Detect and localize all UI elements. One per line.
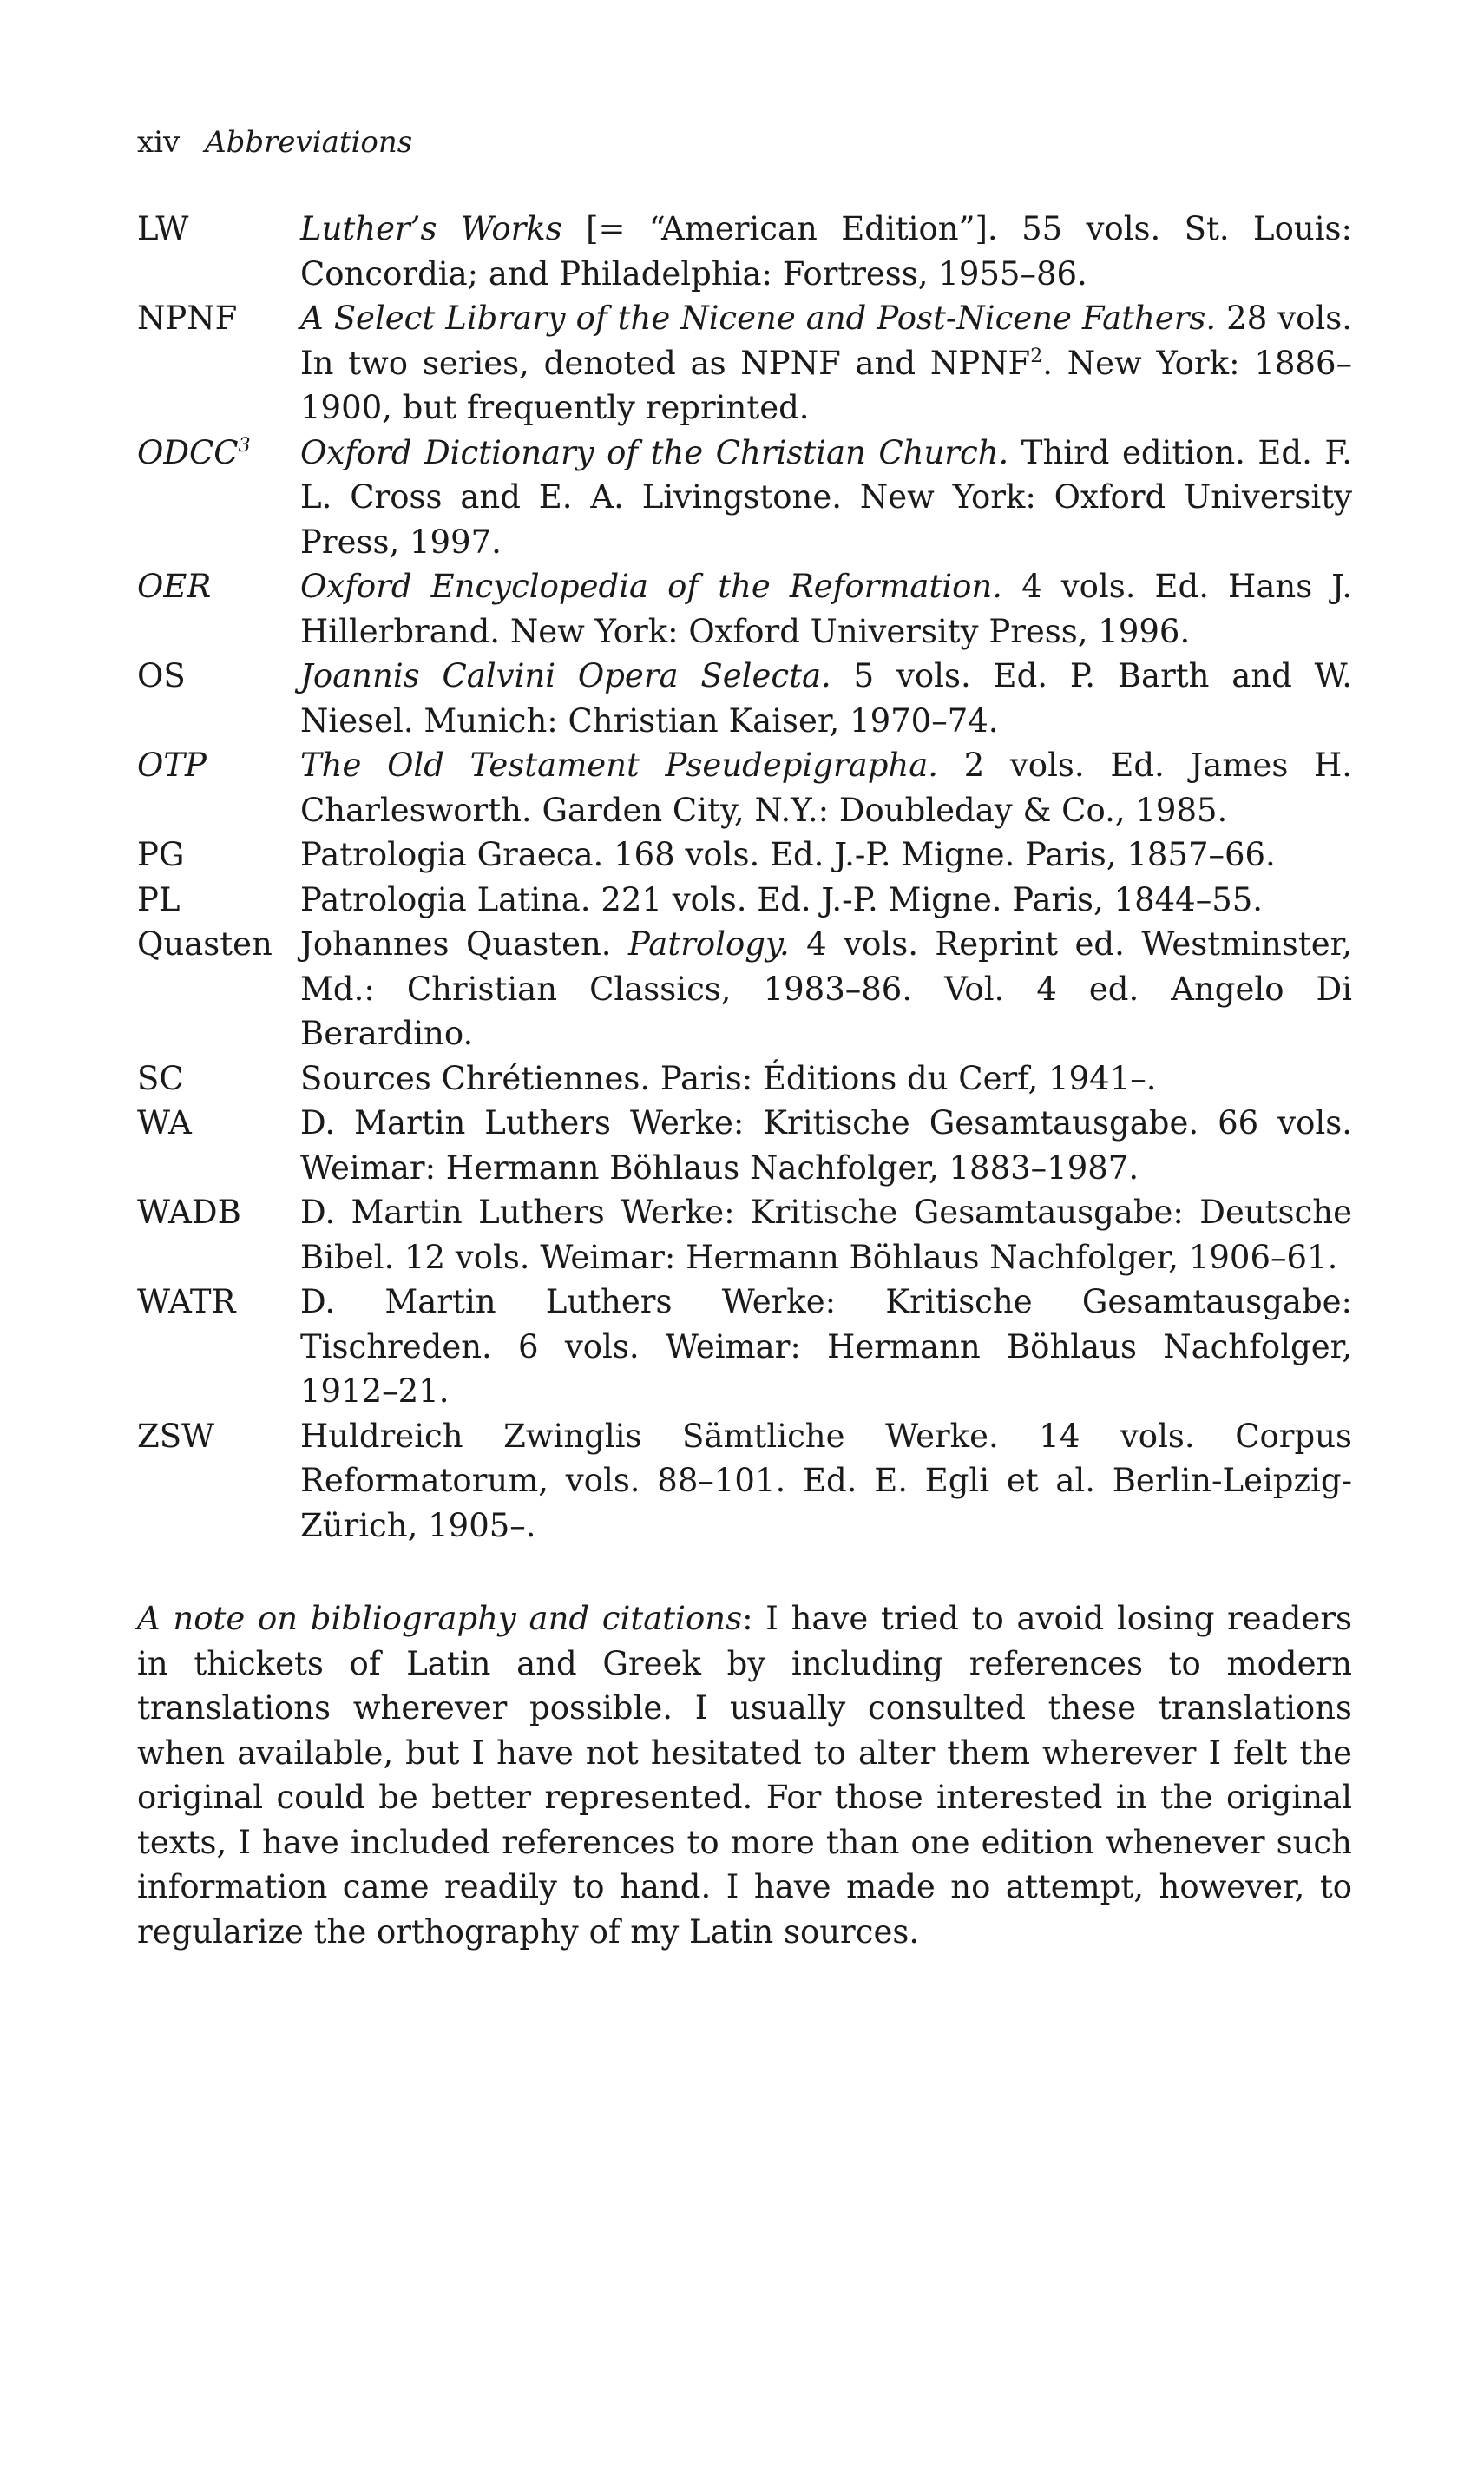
abbreviation: NPNF (137, 299, 238, 337)
description-text: [= “American Edition”]. 55 vols. St. Louis: Concordia; and Philadelphia: Fortress, 1955–86. (300, 210, 1352, 293)
description-text-continued: 4 vols. Reprint ed. Westminster, Md.: Christian Classics, 1983–86. Vol. 4 ed. Angelo Di Berardino. (300, 925, 1352, 1052)
work-title: Oxford Encyclopedia of the Reformation. (300, 568, 1002, 605)
note-lead: A note on bibliography and citations (137, 1600, 743, 1637)
description (300, 743, 1352, 832)
abbreviation: OTP (137, 747, 207, 784)
abbreviation: LW (137, 210, 189, 247)
abbreviation: OER (137, 568, 212, 605)
work-title: Luther’s Works (300, 210, 562, 247)
description: D. Martin Luthers Werke: Kritische Gesamtausgabe. 66 vols. Weimar: Hermann Böhlaus Nachfolger, 1883–1987. (300, 1104, 1352, 1187)
page (137, 122, 1352, 1986)
entry-quasten (137, 922, 1352, 1056)
abbreviation: WATR (137, 1283, 236, 1320)
description (300, 654, 1352, 743)
abbreviation: ZSW (137, 1417, 215, 1455)
description-text: 5 vols. Ed. P. Barth and W. Niesel. Munich: Christian Kaiser, 1970–74. (300, 657, 1352, 740)
description-text: 28 vols. In two series, denoted as NPNF and NPNF (300, 299, 1352, 382)
entry-watr (137, 1280, 1352, 1414)
abbreviation (137, 431, 300, 476)
description: Sources Chrétiennes. Paris: Éditions du Cerf, 1941–. (300, 1059, 1157, 1097)
abbreviation: SC (137, 1059, 184, 1097)
bibliography-note (137, 1596, 1352, 1954)
work-title: Joannis Calvini Opera Selecta. (300, 657, 831, 694)
abbreviation-superscript: 3 (238, 434, 251, 457)
abbreviation: OS (137, 657, 186, 694)
page-number: xiv (137, 125, 181, 160)
abbreviation: WADB (137, 1194, 241, 1231)
entry-npnf (137, 296, 1352, 431)
abbreviation-text: ODCC (137, 433, 239, 471)
description: D. Martin Luthers Werke: Kritische Gesamtausgabe: Deutsche Bibel. 12 vols. Weimar: Hermann Böhlaus Nachfolger, 1906–61. (300, 1194, 1352, 1276)
description (300, 431, 1352, 565)
description-text: Third edition. Ed. F. L. Cross and E. A. Livingstone. New York: Oxford University Press, 1997. (300, 433, 1352, 561)
entry-wadb (137, 1190, 1352, 1280)
description (300, 296, 1352, 431)
description (300, 922, 1352, 1056)
entry-oer (137, 564, 1352, 654)
work-title: Patrology. (628, 925, 790, 963)
description-text: 4 vols. Ed. Hans J. Hillerbrand. New York: Oxford University Press, 1996. (300, 568, 1352, 650)
work-title: Oxford Dictionary of the Christian Church. (300, 433, 1009, 471)
entry-wa (137, 1101, 1352, 1190)
entry-pg (137, 832, 1352, 878)
abbreviation: PL (137, 880, 181, 918)
description: Huldreich Zwinglis Sämtliche Werke. 14 vols. Corpus Reformatorum, vols. 88–101. Ed. E. Egli et al. Berlin-Leipzig-Zürich, 1905–. (300, 1417, 1352, 1544)
abbreviation: WA (137, 1104, 192, 1142)
entry-zsw (137, 1414, 1352, 1549)
description-text: 2 vols. Ed. James H. Charlesworth. Garden City, N.Y.: Doubleday & Co., 1985. (300, 747, 1352, 829)
abbreviations-list (137, 207, 1352, 1548)
description (300, 207, 1352, 296)
entry-otp (137, 743, 1352, 832)
entry-lw (137, 207, 1352, 296)
entry-os (137, 654, 1352, 743)
entry-pl (137, 878, 1352, 923)
entry-odcc (137, 431, 1352, 565)
description: D. Martin Luthers Werke: Kritische Gesamtausgabe: Tischreden. 6 vols. Weimar: Hermann Böhlaus Nachfolger, 1912–21. (300, 1283, 1352, 1410)
work-title: A Select Library of the Nicene and Post-Nicene Fathers. (300, 299, 1217, 337)
superscript: 2 (1030, 345, 1043, 367)
description: Patrologia Graeca. 168 vols. Ed. J.-P. Migne. Paris, 1857–66. (300, 836, 1276, 873)
abbreviation: PG (137, 836, 185, 873)
description: Patrologia Latina. 221 vols. Ed. J.-P. Migne. Paris, 1844–55. (300, 880, 1264, 918)
running-head-title: Abbreviations (205, 125, 413, 160)
note-body: : I have tried to avoid losing readers in thickets of Latin and Greek by including references to modern translations wherever possible. I usually consulted these translations when available, but I have not hesitated to alter them wherever I felt the original could be better represented. For those interested in the original texts, I have included references to more than one edition whenever such information came readily to hand. I have made no attempt, however, to regularize the orthography of my Latin sources. (137, 1600, 1352, 1951)
description (300, 564, 1352, 654)
entry-sc (137, 1056, 1352, 1102)
description-text: Johannes Quasten. (300, 925, 629, 963)
description-text-continued: . New York: 1886–1900, but frequently reprinted. (300, 344, 1352, 426)
abbreviation: Quasten (137, 925, 273, 963)
running-head (137, 122, 1352, 163)
work-title: The Old Testament Pseudepigrapha. (300, 747, 939, 784)
